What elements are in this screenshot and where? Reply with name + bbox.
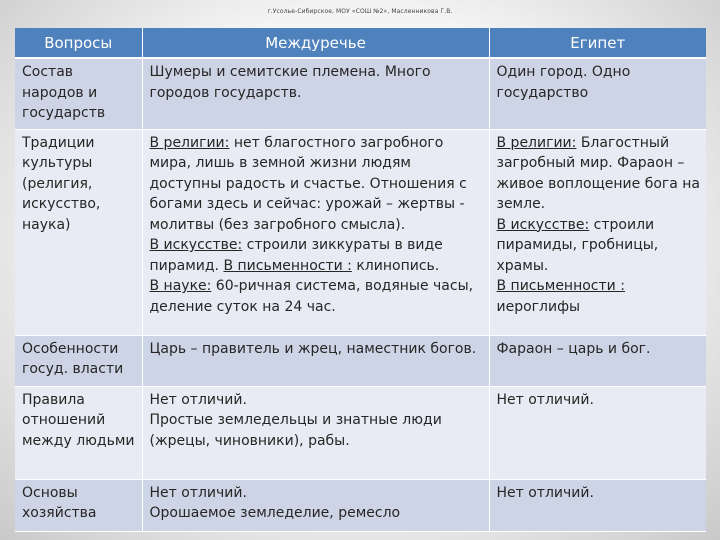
- table-row: [15, 129, 706, 335]
- writing-text: иероглифы: [496, 298, 581, 315]
- egypt-culture-cell: [489, 129, 706, 335]
- table-row: [15, 58, 706, 129]
- art-line: [150, 235, 484, 276]
- writing-label: В письменности :: [496, 278, 625, 294]
- writing-text: клинопись.: [351, 257, 440, 274]
- art-text: строили пирамиды, гробницы, храмы.: [496, 216, 659, 274]
- cell-line: Нет отличий.: [149, 484, 247, 501]
- cell-line: Нет отличий.: [149, 391, 247, 408]
- row-question: Состав народов и государств: [15, 58, 142, 129]
- religion-label: В религии:: [149, 134, 230, 151]
- table-row: [15, 386, 706, 479]
- cell-line: Простые земледельцы и знатные люди (жрецы, чиновники), рабы.: [149, 412, 442, 449]
- table-row: [15, 479, 706, 531]
- row-question: Правила отношений между людьми: [15, 386, 142, 479]
- mesopotamia-cell: Шумеры и семитские племена. Много городов государств.: [142, 58, 489, 129]
- comparison-table: [15, 28, 706, 532]
- row-question: Традиции культуры (религия, искусство, наука): [15, 129, 142, 335]
- header-mesopotamia: Междуречье: [142, 28, 489, 58]
- art-label: В искусстве:: [496, 216, 590, 233]
- table-row: [15, 335, 706, 386]
- mesopotamia-cell: [142, 386, 489, 479]
- art-line: [497, 215, 702, 277]
- egypt-cell: Нет отличий.: [489, 386, 706, 479]
- science-text: 60-ричная система, водяные часы, деление суток на 24 час.: [149, 278, 474, 315]
- egypt-cell: Нет отличий.: [489, 479, 706, 531]
- science-label: В науке:: [149, 278, 212, 294]
- egypt-cell: Фараон – царь и бог.: [489, 335, 706, 386]
- religion-label: В религии:: [496, 134, 577, 151]
- religion-text: Благостный загробный мир. Фараон – живое воплощение бога на земле.: [496, 134, 701, 212]
- writing-label: В письменности :: [223, 257, 352, 274]
- egypt-cell: Один город. Одно государство: [489, 58, 706, 129]
- table-header-row: [15, 28, 706, 58]
- mesopotamia-culture-cell: [142, 129, 489, 335]
- art-text: строили зиккураты в виде пирамид.: [149, 237, 443, 274]
- header-questions: Вопросы: [15, 28, 142, 58]
- slide-credit: г.Усолье-Сибирское, МОУ «СОШ №2», Масленникова Г.В.: [267, 8, 453, 15]
- mesopotamia-cell: [142, 479, 489, 531]
- science-line: [150, 276, 484, 317]
- writing-line: [497, 276, 702, 317]
- header-egypt: Египет: [489, 28, 706, 58]
- row-question: Основы хозяйства: [15, 479, 142, 531]
- mesopotamia-cell: Царь – правитель и жрец, наместник богов.: [142, 335, 489, 386]
- cell-line: Орошаемое земледелие, ремесло: [149, 505, 401, 521]
- religion-text: нет благостного загробного мира, лишь в земной жизни людям доступны радость и счастье. Отношения с богами здесь и сейчас: урожай – жертвы - молитвы (без загробного смысла).: [149, 134, 467, 233]
- row-question: Особенности госуд. власти: [15, 335, 142, 386]
- art-label: В искусстве:: [149, 237, 243, 253]
